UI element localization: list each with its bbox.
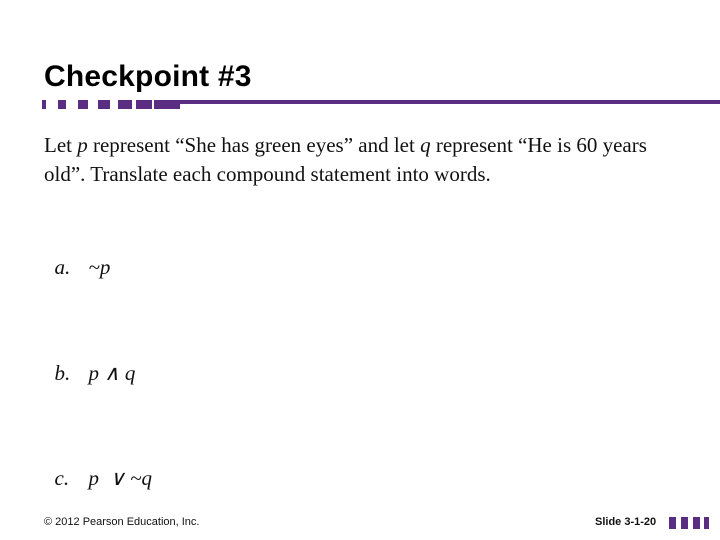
item-expression: p ∧ q	[88, 361, 136, 385]
prompt-text-1: Let	[44, 133, 78, 157]
item-expression: ~p	[88, 255, 111, 279]
slide-title: Checkpoint #3	[44, 60, 252, 93]
item-expression: p ∨ ~q	[88, 466, 152, 490]
variable-q: q	[420, 133, 431, 157]
variable-p: p	[77, 133, 88, 157]
slide-marker-bars	[669, 517, 709, 529]
item-letter: c.	[54, 466, 70, 490]
item-a	[44, 230, 110, 280]
item-b	[44, 336, 135, 386]
prompt-text-3: represent “He is 60 years old”. Translate each compound statement into words.	[44, 133, 647, 186]
title-divider	[40, 100, 720, 109]
item-letter: a.	[54, 255, 71, 279]
copyright-notice: © 2012 Pearson Education, Inc.	[44, 516, 200, 528]
item-c	[44, 441, 152, 491]
item-letter: b.	[54, 361, 71, 385]
slide-number: Slide 3-1-20	[595, 516, 657, 528]
prompt-text-2: represent “She has green eyes” and let	[87, 133, 421, 157]
problem-statement	[44, 131, 684, 189]
